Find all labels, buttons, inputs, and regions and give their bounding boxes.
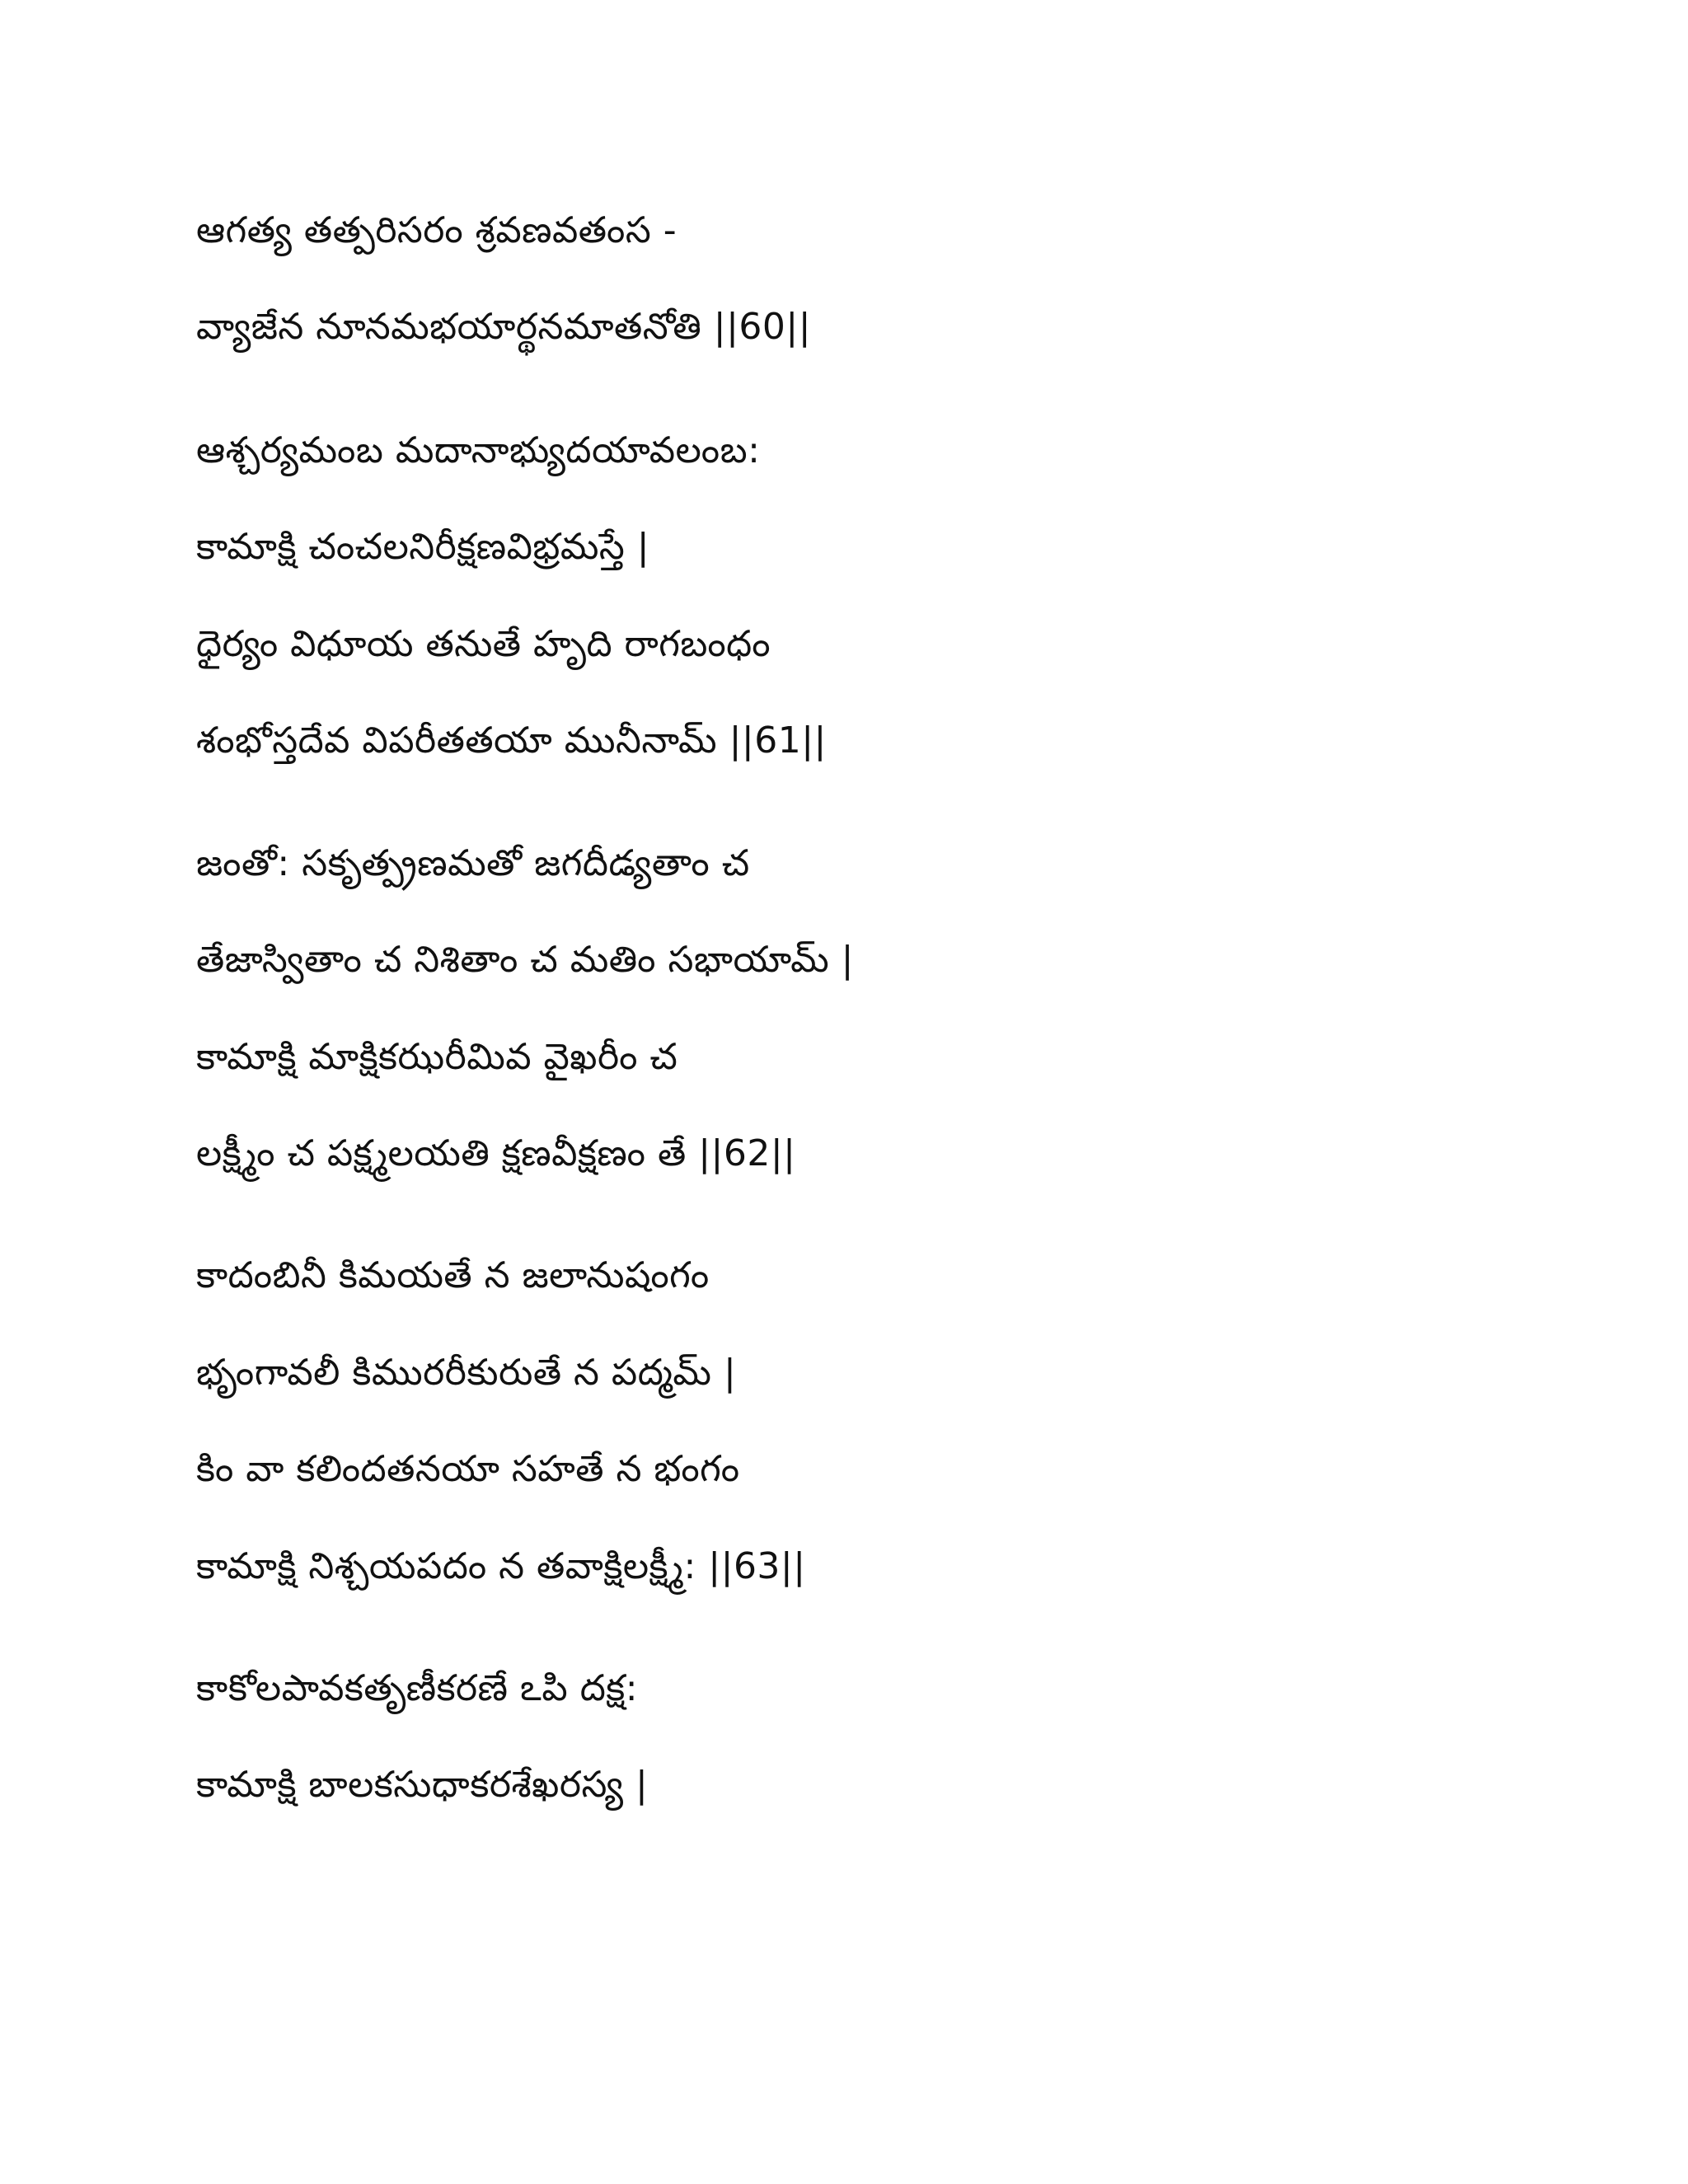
verse-line: శంభోస్తదేవ విపరీతతయా మునీనామ్ ||61|| [196,719,827,762]
verse-line: కామాక్షి బాలకసుధాకరశేఖరస్య | [196,1764,649,1806]
verse-line: కామాక్షి మాక్షికఝరీమివ వైఖరీం చ [196,1036,678,1078]
verse-line: తేజాస్వితాం చ నిశితాం చ మతిం సభాయామ్ | [196,939,854,981]
verse-line: వ్యాజేన నూనమభయార్థనమాతనోతి ||60|| [196,306,812,348]
verse-line: జంతో: సకృత్ప్రణమతో జగదీడ్యతాం చ [196,842,750,884]
verse-line: ఆగత్య తత్పరిసరం శ్రవణవతంస - [196,209,678,251]
verse-line: కాదంబినీ కిమయతే న జలానుషంగం [196,1254,710,1296]
verse-line: కామాక్షి నిశ్చయపదం న తవాక్షిలక్ష్మీ: ||63|| [196,1545,806,1587]
verse-line: లక్ష్మీం చ పక్ష్మలయతి క్షణవీక్షణం తే ||62|| [196,1132,796,1174]
verse-line: ధైర్యం విధూయ తనుతే హృది రాగబంధం [196,623,771,665]
verse-line: భృంగావలీ కిమురరీకురుతే న పద్మమ్ | [196,1352,737,1394]
verse-line: కిం వా కలిందతనయా సహతే న భంగం [196,1448,740,1490]
verse-line: కామాక్షి చంచలనిరీక్షణవిభ్రమస్తే | [196,526,650,568]
verse-line: ఆశ్చర్యమంబ మదానాభ్యుదయావలంబ: [196,429,761,471]
verse-line: కాకోలపావకతృణీకరణే ఽపి దక్ష: [196,1667,639,1709]
